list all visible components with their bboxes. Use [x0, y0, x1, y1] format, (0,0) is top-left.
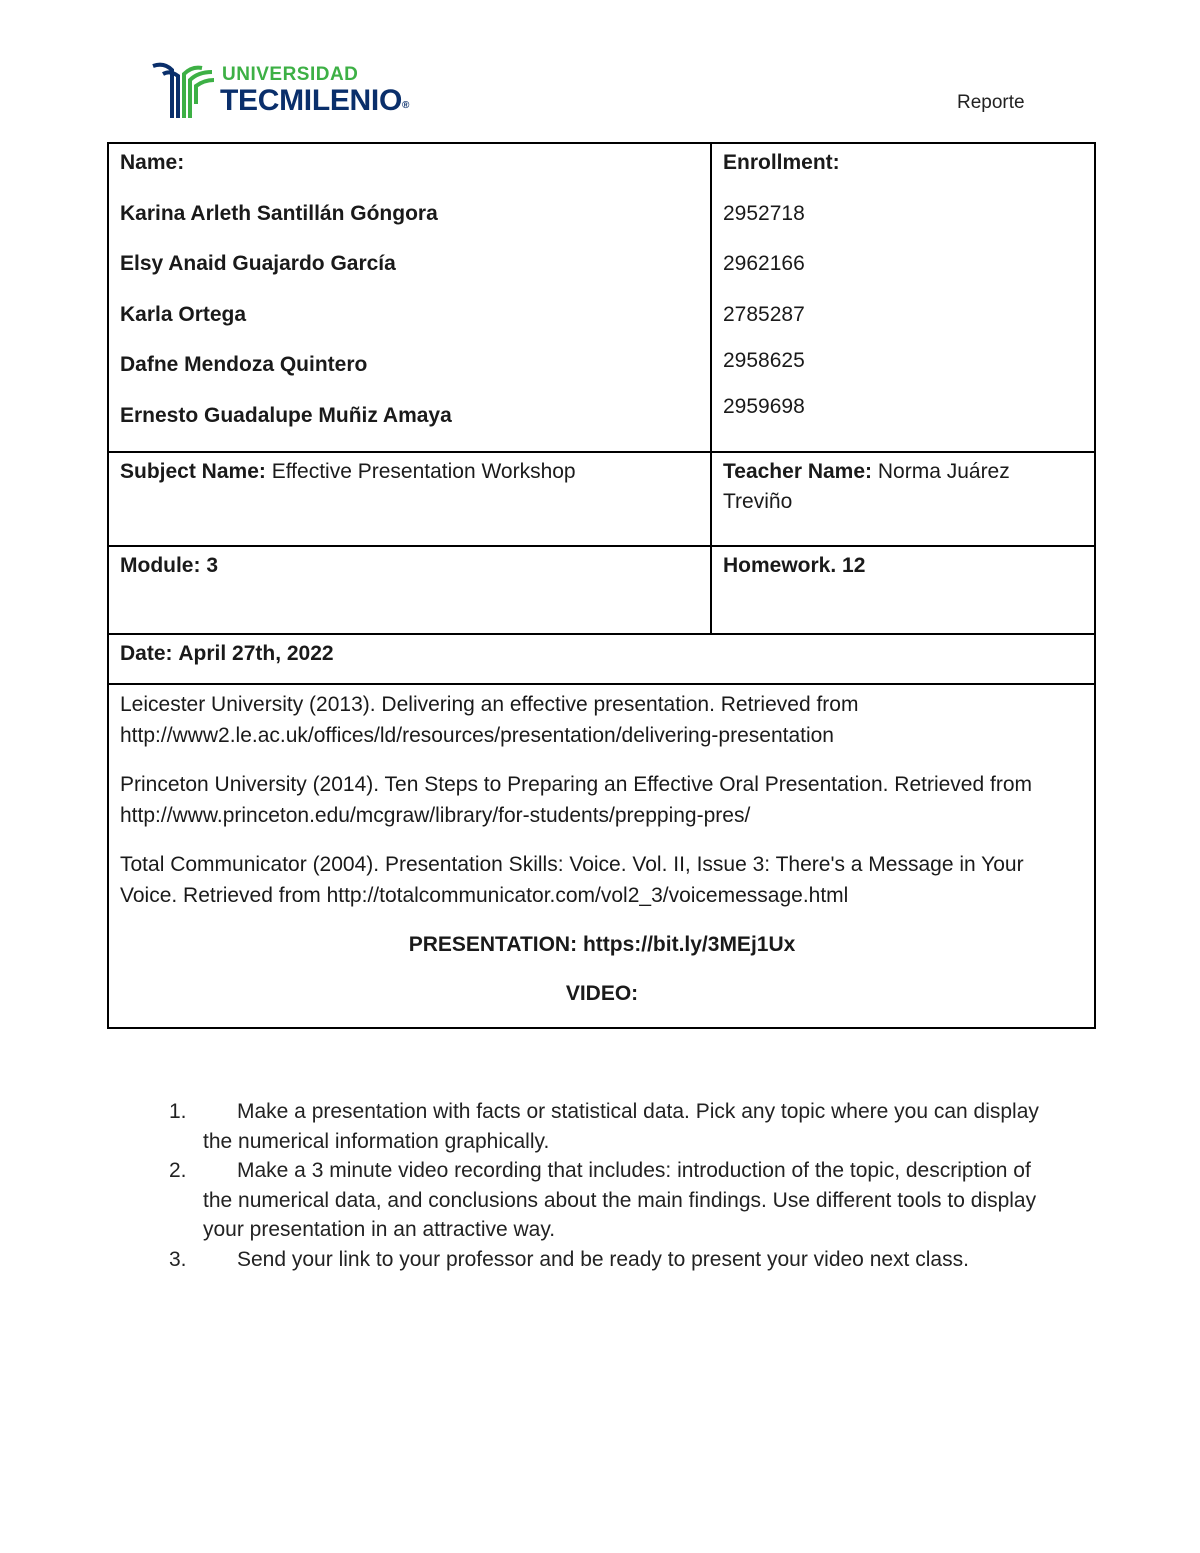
homework-cell [711, 546, 1095, 634]
subject-cell [108, 452, 711, 546]
logo-tecmilenio-text: TECMILENIO® [220, 84, 410, 117]
module-row [108, 546, 1095, 634]
list-item [163, 1156, 1043, 1245]
list-number: 2. [169, 1159, 187, 1183]
module-label: Module: [120, 554, 201, 577]
report-label: Reporte [957, 92, 1025, 113]
enrollments-cell [711, 143, 1095, 452]
subject-value: Effective Presentation Workshop [271, 460, 576, 483]
name-label: Name: [120, 151, 185, 174]
presentation-label: PRESENTATION: [408, 933, 578, 956]
enrollment-number: 2959698 [723, 394, 805, 418]
student-name: Elsy Anaid Guajardo García [120, 252, 396, 275]
reference-item: Leicester University (2013). Delivering an effective presentation. Retrieved from http://www2.le.ac.uk/offices/ld/resources/presentation/delivering-presentation [120, 693, 859, 747]
enrollment-number: 2962166 [723, 252, 805, 275]
references-cell [108, 684, 1095, 1028]
student-name: Karla Ortega [120, 302, 247, 326]
enrollment-number: 2952718 [723, 201, 805, 225]
date-row [108, 634, 1095, 684]
list-number: 3. [169, 1247, 187, 1271]
date-value: April 27th, 2022 [178, 642, 334, 665]
presentation-line [120, 929, 1084, 960]
teacher-label: Teacher Name: [723, 460, 873, 483]
list-item [163, 1097, 1043, 1156]
homework-label: Homework. [723, 554, 837, 577]
registered-mark: ® [402, 100, 410, 111]
reference-item: Princeton University (2014). Ten Steps to Preparing an Effective Oral Presentation. Retrieved from http://www.princeton.edu/mcgraw/library/for-students/prepping-pres/ [120, 773, 1033, 827]
university-logo [150, 60, 450, 122]
logo-university-text: UNIVERSIDAD [222, 64, 359, 85]
task-text: Make a 3 minute video recording that includes: introduction of the topic, description of the numerical data, and conclusions about the main findings. Use different tools to display your presentation in an attractive way. [203, 1159, 1037, 1242]
module-value: 3 [206, 554, 219, 577]
task-text: Send your link to your professor and be ready to present your video next class. [237, 1247, 969, 1271]
presentation-link[interactable]: https://bit.ly/3MEj1Ux [582, 933, 796, 956]
student-name: Ernesto Guadalupe Muñiz Amaya [120, 403, 452, 427]
subject-label: Subject Name: [120, 460, 266, 483]
student-name: Dafne Mendoza Quintero [120, 353, 368, 376]
date-label: Date: [120, 642, 173, 665]
module-cell [108, 546, 711, 634]
task-text: Make a presentation with facts or statistical data. Pick any topic where you can display the numerical information graphically. [203, 1100, 1039, 1153]
list-number: 1. [169, 1100, 187, 1123]
task-list [163, 1097, 1043, 1275]
teacher-cell [711, 452, 1095, 546]
students-row [108, 143, 1095, 452]
teacher-value: Norma Juárez Treviño [723, 460, 1010, 514]
video-label: VIDEO: [565, 982, 639, 1005]
enrollment-number: 2958625 [723, 348, 805, 372]
tecmilenio-emblem-icon [150, 60, 216, 122]
enrollment-label: Enrollment: [723, 151, 840, 174]
references-row [108, 684, 1095, 1028]
enrollment-number: 2785287 [723, 302, 805, 326]
homework-value: 12 [842, 554, 866, 577]
reference-item: Total Communicator (2004). Presentation Skills: Voice. Vol. II, Issue 3: There's a Message in Your Voice. Retrieved from http://totalcommunicator.com/vol2_3/voicemessage.html [120, 853, 1024, 907]
list-item [163, 1245, 1043, 1275]
date-cell [108, 634, 1095, 684]
subject-row [108, 452, 1095, 546]
student-name: Karina Arleth Santillán Góngora [120, 201, 438, 225]
names-cell [108, 143, 711, 452]
video-line [120, 978, 1084, 1009]
cover-table [107, 142, 1096, 1029]
